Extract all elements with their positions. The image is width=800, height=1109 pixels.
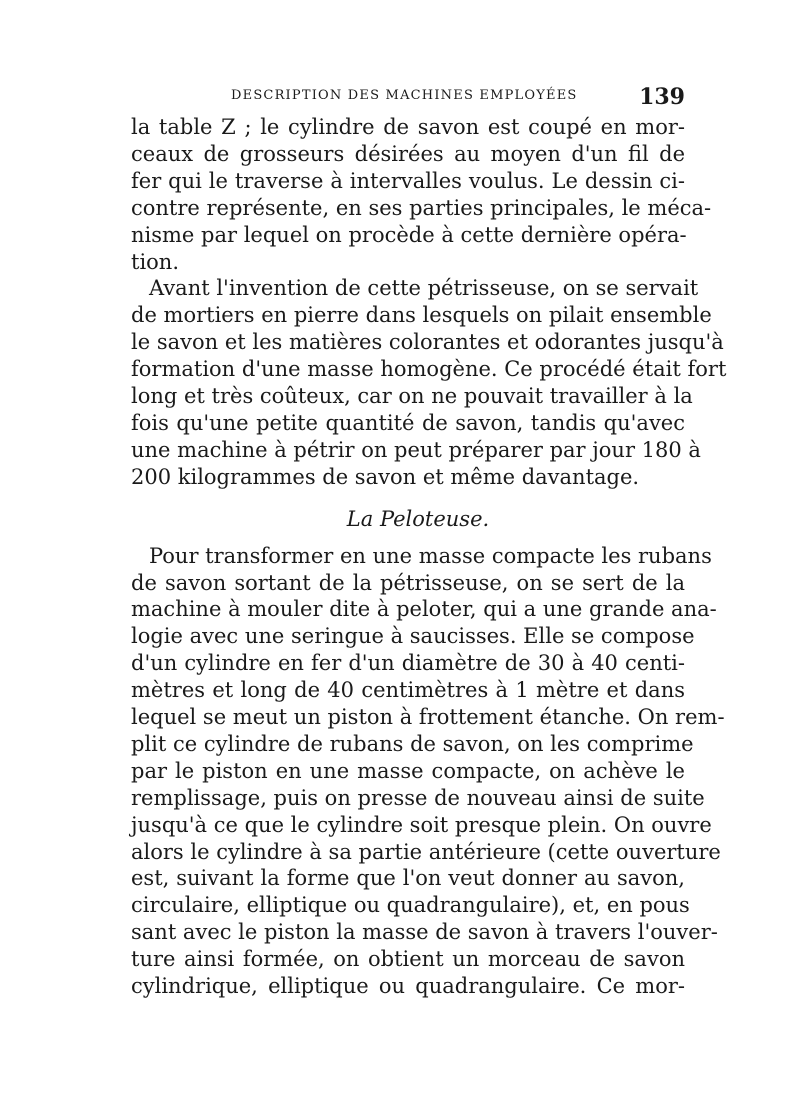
text-line: circulaire, elliptique ou quadrangulaire), et, en pous [131, 893, 690, 918]
text-line: est, suivant la forme que l'on veut donner au savon, [131, 866, 685, 891]
page-number: 139 [639, 84, 685, 110]
paragraph-3 [131, 543, 725, 1000]
text-line: formation d'une masse homogène. Ce procédé était fort [131, 357, 727, 382]
text-line: tion. [131, 249, 179, 274]
text-line: lequel se meut un piston à frottement étanche. On rem- [131, 705, 725, 730]
text-line: la table Z ; le cylindre de savon est coupé en mor- [131, 115, 685, 139]
text-line: cylindrique, elliptique ou quadrangulaire. Ce mor- [131, 974, 685, 999]
text-line: Avant l'invention de cette pétrisseuse, on se servait [149, 276, 699, 301]
text-line: machine à mouler dite à peloter, qui a une grande ana- [131, 597, 717, 622]
text-line: de mortiers en pierre dans lesquels on pilait ensemble [131, 303, 712, 328]
section-title: La Peloteuse. [346, 506, 490, 531]
text-line: mètres et long de 40 centimètres à 1 mètre et dans [131, 678, 685, 703]
text-line: ceaux de grosseurs désirées au moyen d'un fil de [131, 141, 685, 166]
page-header [131, 86, 685, 110]
text-line: ture ainsi formée, on obtient un morceau de savon [131, 947, 685, 972]
text-line: alors le cylindre à sa partie antérieure (cette ouverture [131, 839, 721, 864]
text-line: nisme par lequel on procède à cette dernière opéra- [131, 222, 687, 247]
text-line: fois qu'une petite quantité de savon, tandis qu'avec [131, 410, 685, 435]
text-line: une machine à pétrir on peut préparer par jour 180 à [131, 437, 701, 462]
text-line: d'un cylindre en fer d'un diamètre de 30 à 40 centi- [131, 651, 685, 676]
text-line: jusqu'à ce que le cylindre soit presque plein. On ouvre [131, 812, 712, 837]
text-line: logie avec une seringue à saucisses. Elle se compose [131, 624, 695, 649]
paragraph-2 [131, 275, 727, 490]
text-line: Pour transformer en une masse compacte les rubans [149, 543, 712, 568]
text-line: remplissage, puis on presse de nouveau ainsi de suite [131, 785, 705, 810]
running-title: DESCRIPTION DES MACHINES EMPLOYÉES [231, 88, 578, 103]
text-line: long et très coûteux, car on ne pouvait travailler à la [131, 384, 693, 409]
text-line: plit ce cylindre de rubans de savon, on les comprime [131, 731, 694, 756]
text-line: le savon et les matières colorantes et odorantes jusqu'à [131, 330, 724, 355]
paragraph-1 [131, 114, 712, 275]
body-text [131, 114, 727, 1000]
text-line: contre représente, en ses parties principales, le méca- [131, 195, 712, 220]
text-line: de savon sortant de la pétrisseuse, on se sert de la [131, 570, 685, 595]
text-line: fer qui le traverse à intervalles voulus. Le dessin ci- [131, 168, 685, 193]
text-line: sant avec le piston la masse de savon à travers l'ouver- [131, 920, 718, 945]
text-line: par le piston en une masse compacte, on achève le [131, 758, 685, 783]
text-line: 200 kilogrammes de savon et même davantage. [131, 464, 640, 489]
